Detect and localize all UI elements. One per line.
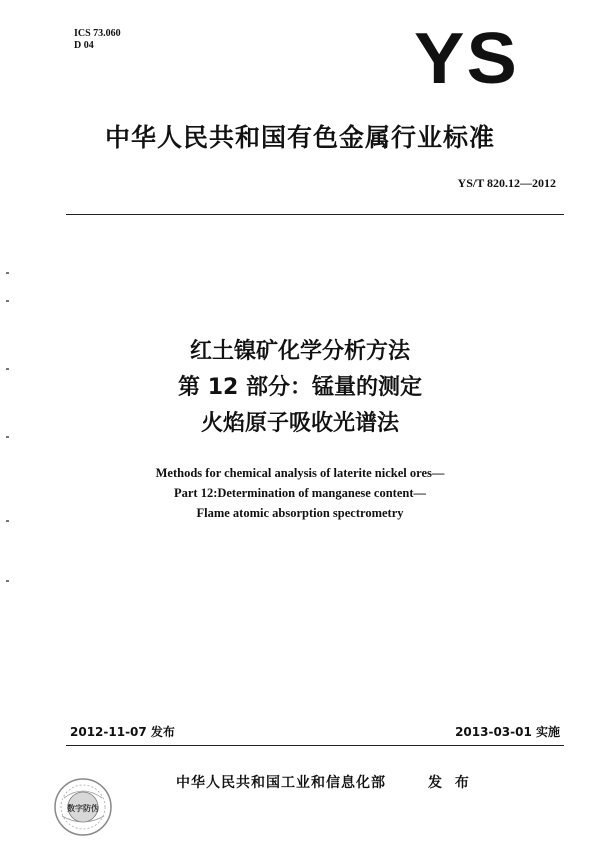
english-title-line3: Flame atomic absorption spectrometry — [196, 506, 404, 520]
implementation-date: 2013-03-01 实施 — [455, 725, 560, 739]
issuing-action: 发 布 — [428, 775, 473, 791]
chinese-title — [0, 334, 600, 442]
issue-date: 2012-11-07 发布 — [70, 725, 175, 739]
standard-number: YS/T 820.12—2012 — [457, 176, 556, 190]
classification-block — [74, 28, 121, 52]
english-title-line2: Part 12:Determination of manganese content— — [173, 486, 427, 500]
margin-mark — [6, 300, 9, 302]
anti-counterfeit-seal-icon — [52, 776, 114, 838]
ics-code: ICS 73.060 — [74, 28, 121, 39]
standard-body-title: 中华人民共和国有色金属行业标准 — [104, 123, 495, 152]
issuing-authority: 中华人民共和国工业和信息化部 — [176, 775, 386, 791]
top-divider — [66, 214, 564, 215]
bottom-divider — [66, 745, 564, 746]
seal-label: 数字防伪 — [67, 804, 99, 813]
english-title — [0, 463, 600, 523]
chinese-title-line3: 火焰原子吸收光谱法 — [200, 411, 399, 436]
ccs-code: D 04 — [74, 40, 94, 51]
margin-mark — [6, 272, 9, 274]
chinese-title-line1: 红土镍矿化学分析方法 — [189, 339, 410, 364]
english-title-line1: Methods for chemical analysis of laterite nickel ores— — [155, 466, 445, 480]
ys-logo: YS — [414, 19, 520, 99]
chinese-title-line2: 第 12 部分：锰量的测定 — [178, 375, 422, 400]
margin-mark — [6, 580, 9, 582]
